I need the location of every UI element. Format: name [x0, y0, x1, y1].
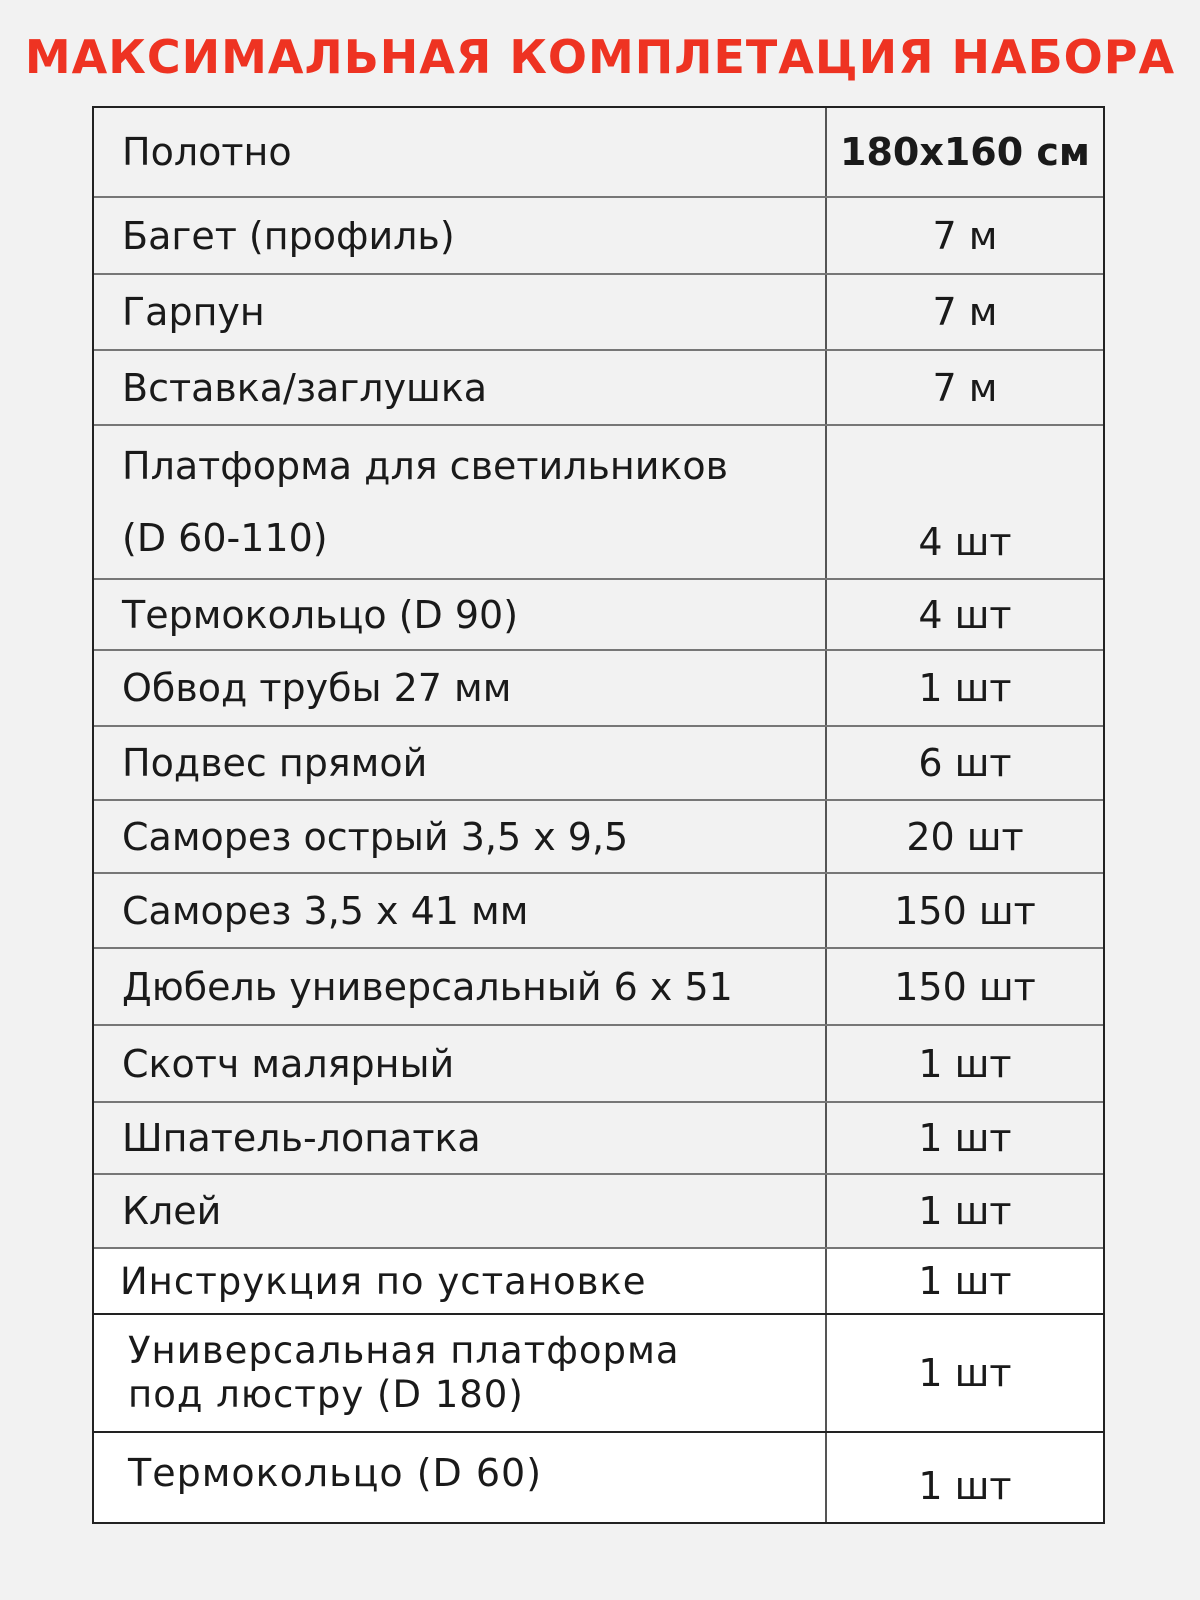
table-row [94, 1175, 1103, 1249]
item-name: Термокольцо (D 90) [94, 580, 827, 649]
page-title: МАКСИМАЛЬНАЯ КОМПЛЕТАЦИЯ НАБОРА [24, 30, 1176, 84]
table-row [94, 108, 1103, 198]
item-name: Гарпун [94, 275, 827, 349]
item-name: Термокольцо (D 60) [94, 1433, 827, 1522]
item-value: 1 шт [918, 666, 1012, 710]
item-value: 1 шт [918, 1116, 1012, 1160]
item-value: 7 м [932, 365, 998, 410]
table-row [94, 1026, 1103, 1103]
item-name: Багет (профиль) [94, 198, 827, 273]
item-value: 180х160 см [840, 130, 1090, 174]
item-name [94, 426, 827, 578]
item-name: Шпатель-лопатка [94, 1103, 827, 1173]
table-row [94, 801, 1103, 874]
table-row [94, 580, 1103, 651]
table-row [94, 949, 1103, 1026]
item-value: 1 шт [918, 1189, 1012, 1233]
item-name: Полотно [94, 108, 827, 196]
table-row [94, 198, 1103, 275]
item-name: Обвод трубы 27 мм [94, 651, 827, 725]
item-value: 6 шт [918, 741, 1012, 785]
item-value: 7 м [932, 290, 998, 334]
item-value: 4 шт [918, 592, 1012, 637]
item-value: 20 шт [906, 814, 1024, 859]
item-value: 1 шт [918, 1464, 1012, 1508]
table-row [94, 1433, 1103, 1522]
table-row [94, 1103, 1103, 1175]
table-row [94, 426, 1103, 580]
table-row [94, 727, 1103, 801]
item-name: Инструкция по установке [94, 1249, 827, 1313]
item-name: Подвес прямой [94, 727, 827, 799]
item-name: Клей [94, 1175, 827, 1247]
item-name-line2: под люстру (D 180) [128, 1373, 524, 1416]
item-name [94, 1315, 827, 1431]
table-row [94, 351, 1103, 426]
item-name-line1: Универсальная платформа [128, 1329, 680, 1372]
kit-table [92, 106, 1105, 1524]
table-row [94, 1249, 1103, 1315]
item-name: Дюбель универсальный 6 х 51 [94, 949, 827, 1024]
item-name: Скотч малярный [94, 1026, 827, 1101]
item-value: 1 шт [918, 1351, 1012, 1395]
table-row [94, 1315, 1103, 1433]
item-name: Саморез острый 3,5 х 9,5 [94, 801, 827, 872]
item-value: 1 шт [918, 1259, 1012, 1303]
item-value: 1 шт [918, 1041, 1012, 1086]
item-value: 7 м [932, 213, 998, 258]
item-value: 150 шт [894, 888, 1036, 933]
table-row [94, 275, 1103, 351]
item-name: Саморез 3,5 х 41 мм [94, 874, 827, 947]
item-name: Вставка/заглушка [94, 351, 827, 424]
item-value: 150 шт [894, 964, 1036, 1009]
table-row [94, 651, 1103, 727]
item-value: 4 шт [918, 520, 1012, 564]
item-name-line2: (D 60-110) [122, 516, 328, 560]
item-name-line1: Платформа для светильников [122, 444, 728, 488]
table-row [94, 874, 1103, 949]
